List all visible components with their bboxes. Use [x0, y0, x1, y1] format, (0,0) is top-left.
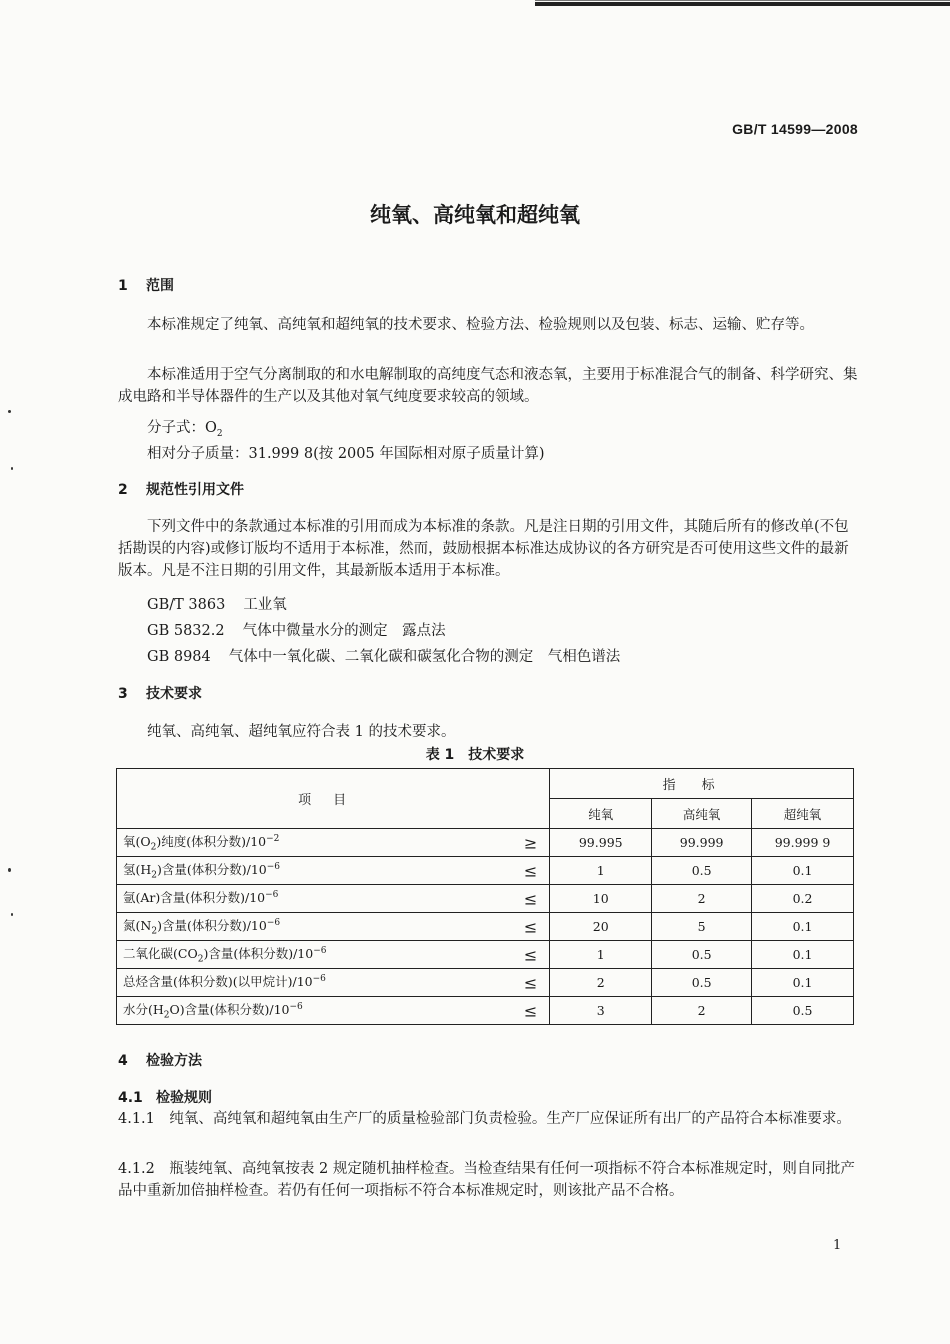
value-cell: 1	[550, 941, 652, 969]
value-cell: 2	[550, 969, 652, 997]
header-rule-thin	[535, 0, 950, 1]
value-cell: 0.1	[752, 857, 854, 885]
section-title: 技术要求	[146, 686, 202, 702]
section-number: 3	[118, 686, 128, 702]
scan-speck	[11, 913, 13, 916]
value-cell: 0.5	[752, 997, 854, 1025]
section-title: 规范性引用文件	[146, 482, 244, 498]
row-item: 氧$(O_2)$纯度(体积分数)$/10^{-2}$ ≥	[117, 829, 550, 857]
scan-speck	[8, 868, 11, 872]
comparison-sign: ≤	[523, 945, 538, 964]
comparison-sign: ≤	[523, 861, 538, 880]
section-number: 2	[118, 482, 128, 498]
section-2-heading	[118, 479, 244, 499]
clause-4-1-2: 4.1.2 瓶装纯氧、高纯氧按表 2 规定随机抽样检查。当检查结果有任何一项指标不符合本标准规定时，则自同批产品中重新加倍抽样检查。若仍有任何一项指标不符合本标准规定时，则该批产品不合格。	[118, 1161, 855, 1199]
header-item	[117, 769, 550, 829]
section-1-heading	[118, 275, 174, 295]
value-cell: 2	[652, 885, 752, 913]
table-row	[117, 941, 854, 969]
row-item: 氩(Ar)含量(体积分数)$/10^{-6}$ ≤	[117, 885, 550, 913]
value-cell: 20	[550, 913, 652, 941]
table-row	[117, 829, 854, 857]
comparison-sign: ≥	[523, 833, 538, 852]
row-item: 氢$(H_2)$含量(体积分数)$/10^{-6}$ ≤	[117, 857, 550, 885]
standard-code: GB/T 14599—2008	[732, 121, 858, 137]
value-cell: 5	[652, 913, 752, 941]
section-number: 4	[118, 1053, 128, 1069]
table-row	[117, 969, 854, 997]
section-title: 检验方法	[146, 1053, 202, 1069]
subsection-number: 4.1	[118, 1090, 143, 1106]
scope-paragraph-1: 本标准规定了纯氧、高纯氧和超纯氧的技术要求、检验方法、检验规则以及包装、标志、运输、贮存等。	[147, 317, 814, 333]
reference-item	[147, 619, 446, 640]
reference-code: GB/T 3863	[147, 597, 226, 613]
value-cell: 0.1	[752, 969, 854, 997]
value-cell: 0.5	[652, 941, 752, 969]
reference-code: GB 8984	[147, 649, 211, 665]
value-cell: 3	[550, 997, 652, 1025]
row-item: 二氧化碳$(CO_2)$含量(体积分数)$/10^{-6}$ ≤	[117, 941, 550, 969]
header-indicator	[550, 769, 854, 799]
comparison-sign: ≤	[523, 917, 538, 936]
section-title: 范围	[146, 278, 174, 294]
section-3-heading	[118, 683, 202, 703]
row-item: 总烃含量(体积分数)(以甲烷计)$/10^{-6}$ ≤	[117, 969, 550, 997]
grade-high-purity: 高纯氧	[652, 799, 752, 829]
reference-name: 气体中微量水分的测定 露点法	[242, 623, 446, 639]
table-header-row	[117, 769, 854, 799]
reference-name: 气体中一氧化碳、二氧化碳和碳氢化合物的测定 气相色谱法	[228, 649, 621, 665]
value-cell: 1	[550, 857, 652, 885]
value-cell: 0.1	[752, 941, 854, 969]
section-4-heading	[118, 1050, 202, 1070]
document-title: 纯氧、高纯氧和超纯氧	[370, 203, 580, 227]
page-number: 1	[833, 1238, 842, 1253]
technical-requirements-intro: 纯氧、高纯氧、超纯氧应符合表 1 的技术要求。	[147, 724, 456, 740]
molecular-formula	[147, 416, 223, 439]
formula-label: 分子式：O	[147, 420, 217, 436]
reference-item	[147, 645, 620, 666]
section-number: 1	[118, 278, 128, 294]
value-cell: 0.1	[752, 913, 854, 941]
value-cell: 99.999 9	[752, 829, 854, 857]
clause-4-1-1: 4.1.1 纯氧、高纯氧和超纯氧由生产厂的质量检验部门负责检验。生产厂应保证所有出厂的产品符合本标准要求。	[118, 1111, 851, 1127]
subsection-4-1-heading	[118, 1087, 212, 1107]
grade-ultra-pure: 超纯氧	[752, 799, 854, 829]
comparison-sign: ≤	[523, 889, 538, 908]
scan-speck	[8, 410, 11, 413]
molecular-mass: 相对分子质量：31.999 8(按 2005 年国际相对原子质量计算)	[147, 446, 545, 462]
scan-speck	[11, 467, 13, 470]
table-row	[117, 885, 854, 913]
table-row	[117, 997, 854, 1025]
header-rule	[535, 2, 950, 6]
row-item: 氮$(N_2)$含量(体积分数)$/10^{-6}$ ≤	[117, 913, 550, 941]
header-item-label: 项目	[298, 793, 369, 808]
value-cell: 2	[652, 997, 752, 1025]
reference-name: 工业氧	[243, 597, 287, 613]
comparison-sign: ≤	[523, 1001, 538, 1020]
value-cell: 0.5	[652, 969, 752, 997]
value-cell: 99.999	[652, 829, 752, 857]
table-row	[117, 913, 854, 941]
row-item: 水分$(H_2O)$含量(体积分数)$/10^{-6}$ ≤	[117, 997, 550, 1025]
value-cell: 0.2	[752, 885, 854, 913]
value-cell: 0.5	[652, 857, 752, 885]
reference-code: GB 5832.2	[147, 623, 225, 639]
reference-item	[147, 593, 287, 614]
value-cell: 10	[550, 885, 652, 913]
value-cell: 99.995	[550, 829, 652, 857]
technical-requirements-table	[116, 768, 854, 1025]
references-paragraph: 下列文件中的条款通过本标准的引用而成为本标准的条款。凡是注日期的引用文件，其随后所有的修改单(不包括勘误的内容)或修订版均不适用于本标准，然而，鼓励根据本标准达成协议的各方研究是否可使用这些文件的最新版本。凡是不注日期的引用文件，其最新版本适用于本标准。	[118, 519, 849, 579]
grade-pure: 纯氧	[550, 799, 652, 829]
comparison-sign: ≤	[523, 973, 538, 992]
subsection-title: 检验规则	[156, 1090, 212, 1106]
table-row	[117, 857, 854, 885]
table-1-caption: 表 1 技术要求	[425, 747, 525, 763]
formula-subscript: 2	[216, 428, 223, 439]
scope-paragraph-2: 本标准适用于空气分离制取的和水电解制取的高纯度气态和液态氧，主要用于标准混合气的制备、科学研究、集成电路和半导体器件的生产以及其他对氧气纯度要求较高的领域。	[118, 367, 858, 405]
header-indicator-label: 指标	[662, 778, 741, 793]
